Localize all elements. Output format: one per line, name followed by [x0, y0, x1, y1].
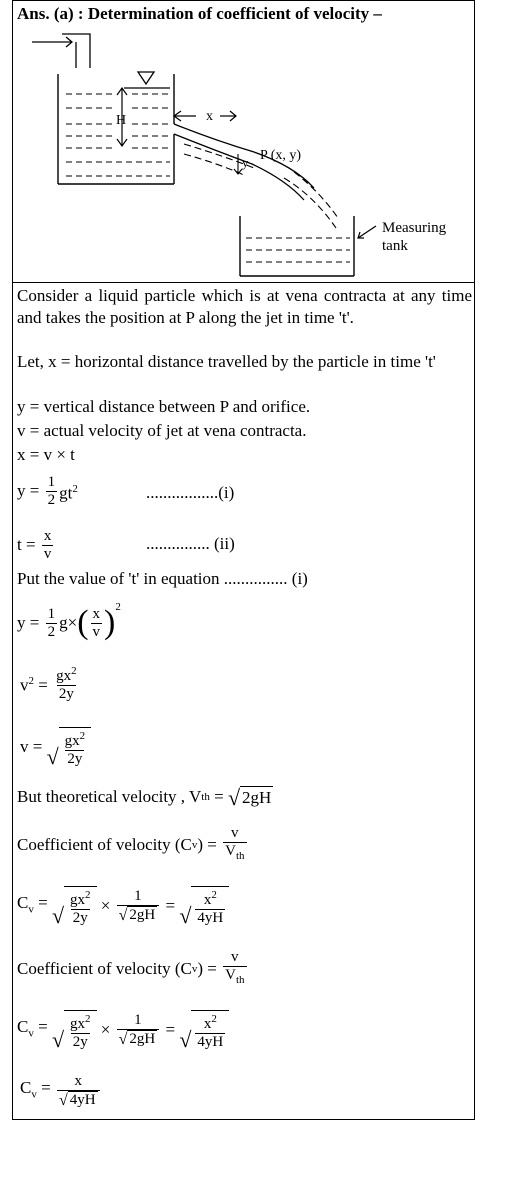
equation-2: t = $\frac{x}{v}$ — [17, 527, 52, 562]
flow-arrow-icon — [32, 34, 90, 68]
tank-label-1: Measuring — [382, 220, 447, 236]
paragraph-consider: Consider a liquid particle which is at vena contracta at any time and takes the position at P along the jet in time 't'. — [17, 286, 472, 327]
coefficient-derivation-2: $C_v$ = √ $\frac{gx^2}{2y}$ × 1 √ 2gH = √ $\frac{x^2}{4yH}$ — [17, 1000, 229, 1060]
theoretical-velocity: But theoretical velocity , V th = √ 2gH — [17, 784, 272, 810]
paragraph-let: Let, x = horizontal distance travelled by the particle in time 't' — [17, 352, 436, 371]
point-p-label: P (x, y) — [260, 148, 302, 163]
equation-v-squared: $v^2$ = $\frac{gx^2}{2y}$ — [20, 665, 77, 702]
head-label: H — [116, 113, 127, 128]
equation-1-tag: .................(i) — [146, 483, 235, 502]
definition-y: y = vertical distance between P and orifice. — [17, 397, 311, 416]
water-level-icon — [124, 72, 170, 88]
answer-title: Ans. (a) : Determination of coefficient of velocity – — [17, 4, 382, 23]
equation-2-tag: ............... (ii) — [146, 534, 235, 553]
x-arrow-icon — [174, 111, 236, 121]
definition-v: v = actual velocity of jet at vena contracta. — [17, 421, 307, 440]
coefficient-definition-2: Coefficient of velocity (C v ) = $\frac{v}{V_{th}}$ — [17, 944, 249, 994]
coefficient-definition-1: Coefficient of velocity (C v ) = $\frac{v}{V_{th}}$ — [17, 820, 249, 870]
final-result: $C_v$ = x √ 4yH — [20, 1066, 102, 1116]
equation-substituted: y = $\frac{1}{2}$ g× ( $\frac{x}{v}$ ) $^2$ — [17, 601, 121, 641]
equation-1: y = $\frac{1}{2}$ $gt^2$ — [17, 473, 78, 508]
x-label: x — [206, 109, 213, 124]
y-label: y — [242, 155, 249, 170]
tank-pointer-icon — [358, 226, 376, 238]
tank-label-2: tank — [382, 238, 408, 254]
equation-x: x = v × t — [17, 445, 75, 464]
supply-tank — [58, 74, 174, 184]
put-value-text: Put the value of 't' in equation ............... (i) — [17, 569, 308, 588]
coefficient-derivation-1: $C_v$ = √ $\frac{gx^2}{2y}$ × 1 √ 2gH = √ $\frac{x^2}{4yH}$ — [17, 876, 229, 936]
y-arrow-icon — [234, 154, 242, 174]
orifice-jet-diagram — [14, 28, 474, 282]
measuring-tank — [240, 216, 354, 276]
equation-v: v = √ $\frac{gx^2}{2y}$ — [20, 718, 91, 776]
